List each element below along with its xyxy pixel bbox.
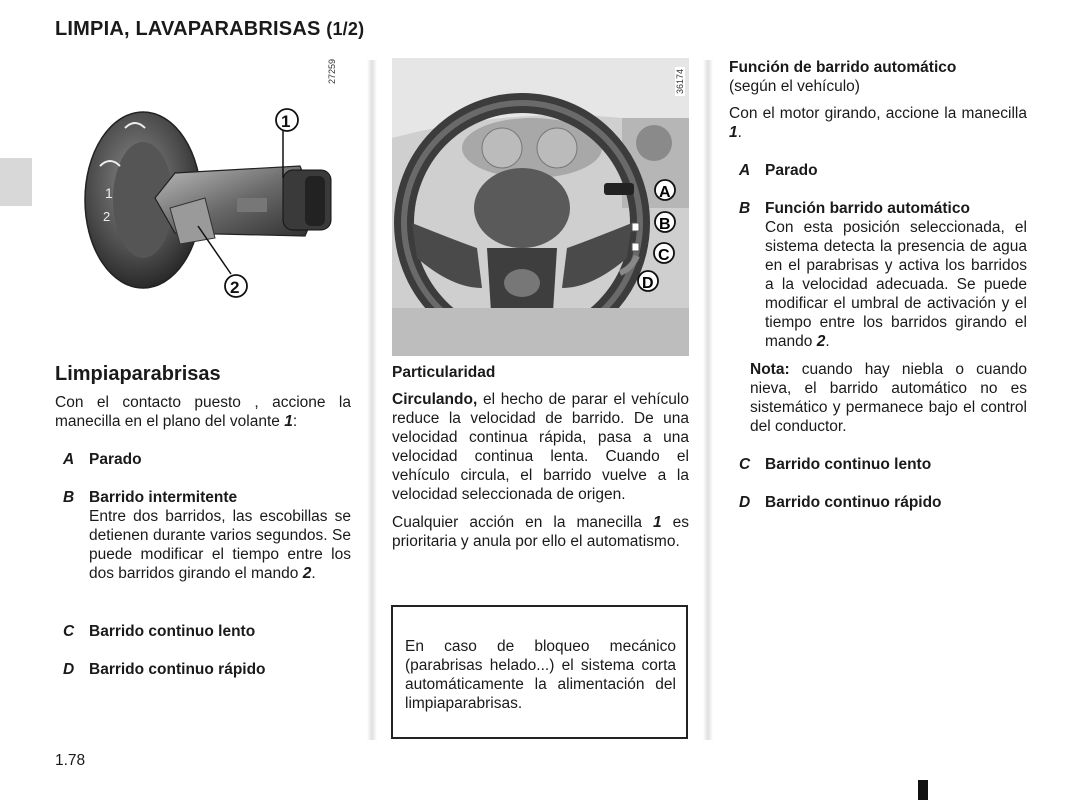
list-item: D Barrido continuo rápido [739,494,942,511]
col3-intro: Con el motor girando, accione la manecilla 1. [729,105,1027,141]
section-title: Limpiaparabrisas [55,363,221,385]
figure-ref: 36174 [675,68,685,94]
particularidad-heading: Particularidad [392,364,496,381]
list-item: A Parado [63,451,142,468]
list-item: B Barrido intermitente Entre dos barridos, las escobillas se detienen durante varios segundos. Se puede modificar el tiempo entre los dos barridos girando el mando 2. [63,489,351,582]
warning-box [391,605,688,739]
callout-b: B [659,216,671,233]
col2-paragraph-2: Cualquier acción en la manecilla 1 es prioritaria y anula por ello el automatismo. [392,514,689,550]
list-item: B Función barrido automático Con esta posición seleccionada, el sistema detecta la presencia de agua en el parabrisas y activa los barridos a la velocidad adecuada. Se puede modificar el umbral de activación y el tiempo entre los barridos girando el mando 2. [739,200,1027,350]
title-text: LIMPIA, LAVAPARABRISAS [55,18,327,40]
item-description: Entre dos barridos, las escobillas se detienen durante varios segundos. Se puede modificar el tiempo entre los dos barridos girando el mando 2. [89,508,351,582]
page-number: 1.78 [55,752,86,769]
warning-text: En caso de bloqueo mecánico (parabrisas helado...) el sistema corta automáticamente la alimentación del limpiaparabrisas. [405,638,676,712]
steering-wheel-figure [392,58,689,356]
col2-paragraph-1: Circulando, el hecho de parar el vehículo reduce la velocidad de barrido. De una velocidad continua rápida, pasa a una velocidad continua lenta. Cuando el vehículo circula, el barrido vuelve a la velocidad seleccionada de origen. [392,391,689,503]
auto-wipe-subheading: (según el vehículo) [729,78,860,95]
item-description: Con esta posición seleccionada, el sistema detecta la presencia de agua en el parabrisas y activa los barridos a la velocidad adecuada. Se puede modificar el umbral de activación y el tiempo entre los barridos girando el mando 2. [765,219,1027,350]
page-title [55,18,364,41]
column-divider [703,60,713,740]
print-mark [918,780,928,800]
callout-a: A [659,184,671,201]
column-divider [367,60,377,740]
figure-ref: 27259 [327,58,337,84]
svg-text:2: 2 [103,209,111,224]
section-tab [0,158,32,206]
title-part: (1/2) [326,19,365,39]
callout-d: D [642,275,654,292]
note: Nota: cuando hay niebla o cuando nieva, el barrido automático no es sistemático y permanece bajo el control del conductor. [750,361,1027,435]
callout-1: 1 [281,112,291,131]
callout-2: 2 [230,278,240,297]
steering-wheel-illustration [392,58,689,356]
callout-c: C [658,247,670,264]
auto-wipe-heading: Función de barrido automático [729,59,957,76]
list-item: D Barrido continuo rápido [63,661,266,678]
wiper-stalk-illustration [55,58,360,348]
list-item: C Barrido continuo lento [739,456,932,473]
list-item: A Parado [739,162,818,179]
col1-intro: Con el contacto puesto , accione la manecilla en el plano del volante 1: [55,394,351,430]
list-item: C Barrido continuo lento [63,623,256,640]
svg-text:1: 1 [105,185,113,201]
wiper-stalk-figure [55,58,360,348]
